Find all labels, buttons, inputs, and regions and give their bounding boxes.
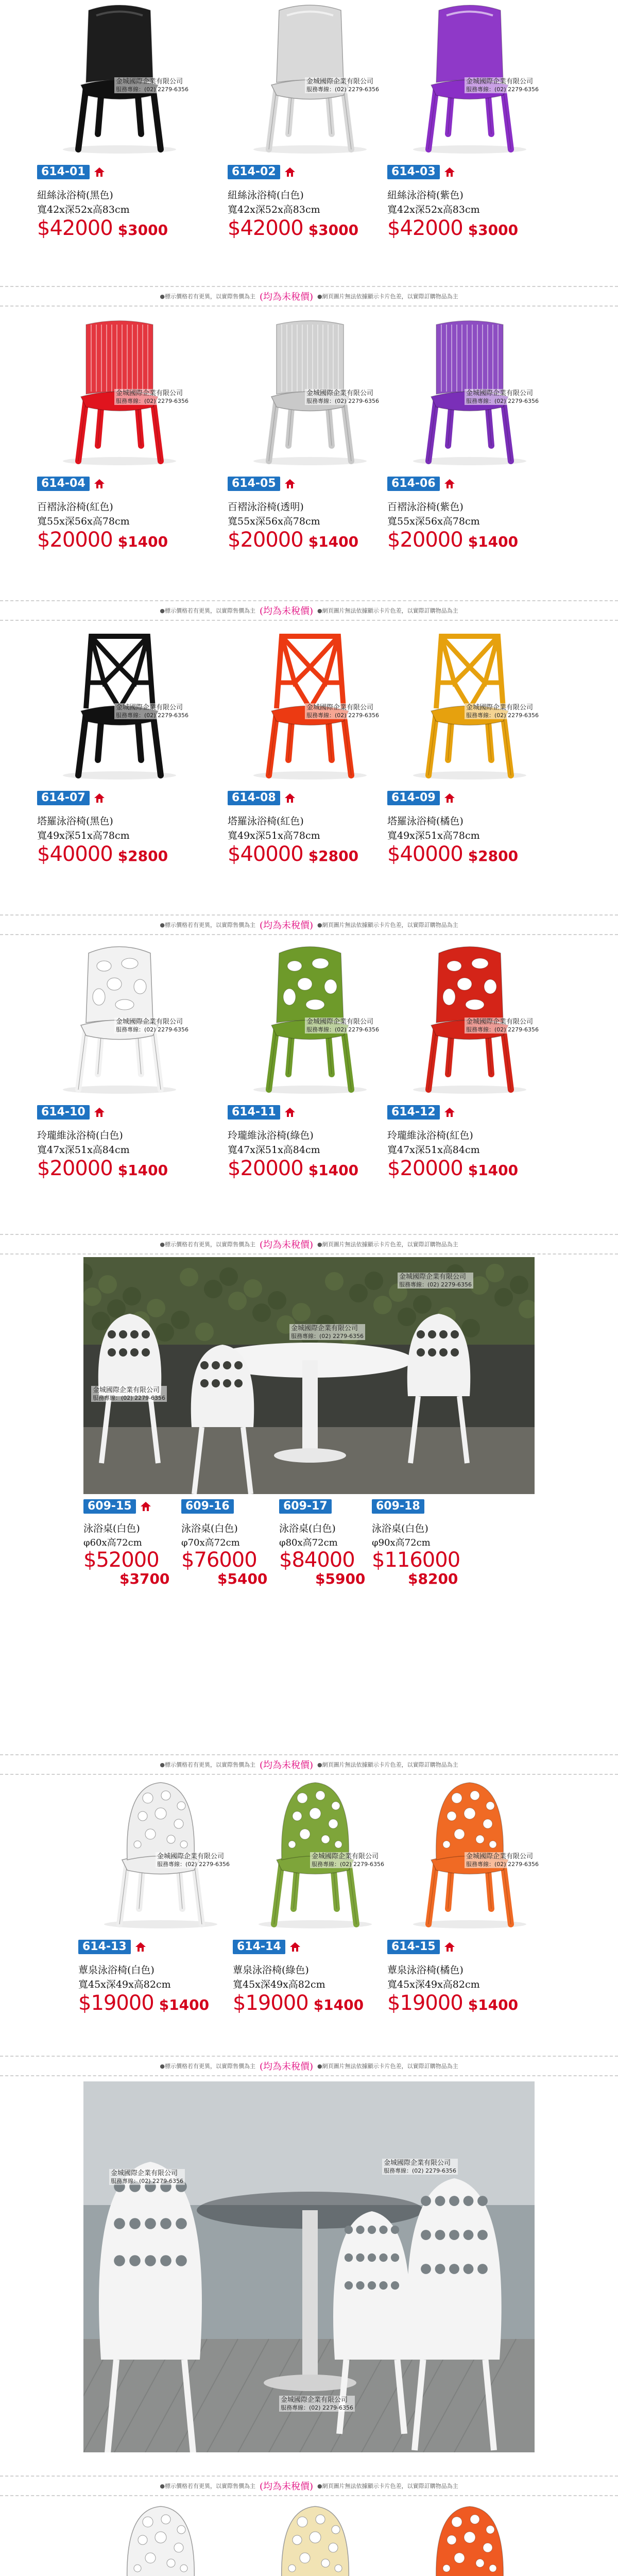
sale-price: $5900 — [315, 1570, 366, 1587]
company-stamp — [465, 703, 540, 719]
notice-divider — [0, 1754, 618, 1775]
notice-divider — [0, 600, 618, 621]
product-name: 百褶泳浴椅(紅色) — [37, 501, 113, 513]
product-size: 寬42x深52x高83cm — [37, 204, 130, 215]
home-icon — [94, 1107, 105, 1118]
product-name: 泳浴桌(白色) — [279, 1523, 336, 1534]
product-card[interactable] — [78, 2499, 243, 2576]
product-code: 614-03 — [387, 165, 440, 179]
product-code: 614-11 — [228, 1105, 280, 1120]
company-phone: 服務專線：(02) 2279-6356 — [306, 1026, 380, 1033]
product-card[interactable] — [233, 2499, 398, 2576]
product-card[interactable] — [78, 1775, 243, 2058]
code-row — [372, 1499, 424, 1514]
code-row — [279, 1499, 332, 1514]
product-name: 泳浴桌(白色) — [372, 1523, 428, 1534]
list-price: $116000 — [372, 1548, 460, 1572]
code-row — [37, 165, 105, 179]
table-product-card[interactable] — [279, 1499, 377, 1602]
code-row — [228, 791, 296, 805]
product-size: 寬49x深51x高78cm — [228, 830, 320, 841]
sale-price: $1400 — [468, 1162, 519, 1179]
company-name: 金城國際企業有限公司 — [306, 389, 374, 397]
product-name: 紐絲泳浴椅(紫色) — [387, 190, 464, 201]
company-name: 金城國際企業有限公司 — [306, 78, 374, 86]
product-code: 614-02 — [228, 165, 280, 179]
list-price: $40000 — [37, 842, 113, 866]
home-icon — [444, 792, 455, 804]
sale-price: $1400 — [308, 1162, 359, 1179]
chair-illustration — [233, 2499, 398, 2576]
home-icon — [444, 1107, 455, 1118]
sale-price: $1400 — [159, 1996, 210, 2013]
home-icon — [284, 478, 296, 489]
product-size: 寬47x深51x高84cm — [228, 1144, 320, 1156]
home-icon — [140, 1501, 151, 1512]
product-code: 614-15 — [387, 1940, 440, 1954]
company-stamp — [114, 1018, 190, 1033]
home-icon — [94, 792, 105, 804]
product-name: 泳浴桌(白色) — [83, 1523, 140, 1534]
company-phone: 服務專線：(02) 2279-6356 — [111, 2177, 184, 2184]
notice-divider — [0, 1234, 618, 1255]
company-phone: 服務專線：(02) 2279-6356 — [93, 1394, 166, 1401]
product-code: 614-04 — [37, 477, 90, 491]
product-card[interactable] — [233, 1775, 398, 2058]
product-size: 寬45x深49x高82cm — [233, 1979, 325, 1990]
company-phone: 服務專線：(02) 2279-6356 — [466, 86, 539, 93]
sale-price: $3000 — [308, 222, 359, 239]
code-row — [228, 477, 296, 491]
company-stamp — [465, 1852, 540, 1868]
product-name: 百褶泳浴椅(透明) — [228, 501, 304, 513]
product-size: 寬55x深56x高78cm — [37, 516, 130, 527]
product-name: 塔羅泳浴椅(黑色) — [37, 816, 113, 827]
company-name: 金城國際企業有限公司 — [306, 704, 374, 711]
company-stamp — [398, 1273, 473, 1289]
company-name: 金城國際企業有限公司 — [466, 1018, 534, 1026]
price-col — [279, 1550, 365, 1588]
product-size: φ90x高72cm — [372, 1537, 431, 1548]
product-size: 寬47x深51x高84cm — [387, 1144, 480, 1156]
company-phone: 服務專線：(02) 2279-6356 — [306, 86, 380, 93]
notice-left: ●標示價格若有更異，以實際售價為主 — [160, 1761, 255, 1768]
company-phone: 服務專線：(02) 2279-6356 — [466, 397, 539, 404]
chair-illustration — [78, 2499, 243, 2576]
notice-right: ●網頁圖片無法依據顯示卡片色差，以實際訂購物品為主 — [317, 607, 458, 614]
company-name: 金城國際企業有限公司 — [312, 1853, 379, 1860]
product-code: 614-07 — [37, 791, 90, 805]
product-size: 寬49x深51x高78cm — [37, 830, 130, 841]
company-stamp — [382, 2159, 458, 2175]
list-price: $19000 — [78, 1991, 154, 2015]
product-code: 614-05 — [228, 477, 280, 491]
product-name: 蕈泉泳浴椅(橘色) — [387, 1964, 464, 1976]
product-card[interactable] — [37, 0, 202, 283]
table-scene-photo[interactable] — [83, 1257, 535, 1494]
bubble-chair-scene-photo[interactable] — [83, 2081, 535, 2452]
list-price: $20000 — [387, 1157, 463, 1180]
list-price: $76000 — [181, 1548, 257, 1572]
company-stamp — [305, 77, 381, 93]
product-code: 614-14 — [233, 1940, 285, 1954]
company-phone: 服務專線：(02) 2279-6356 — [399, 1281, 472, 1288]
company-name: 金城國際企業有限公司 — [306, 1018, 374, 1026]
sale-price: $5400 — [217, 1570, 268, 1587]
tax-note: (均為未稅價) — [259, 920, 314, 931]
tax-note: (均為未稅價) — [259, 1760, 314, 1771]
price-row — [387, 1991, 518, 2015]
price-row — [387, 1157, 518, 1180]
product-name: 紐絲泳浴椅(黑色) — [37, 190, 113, 201]
price-row — [228, 528, 358, 552]
product-card[interactable] — [387, 312, 552, 595]
tax-note: (均為未稅價) — [259, 2061, 314, 2072]
code-row — [387, 1940, 455, 1954]
product-size: 寬42x深52x高83cm — [228, 204, 320, 215]
company-phone: 服務專線：(02) 2279-6356 — [312, 1860, 385, 1868]
sale-price: $1400 — [117, 1162, 168, 1179]
product-code: 609-16 — [181, 1499, 234, 1514]
company-phone: 服務專線：(02) 2279-6356 — [291, 1332, 364, 1340]
tax-note: (均為未稅價) — [259, 292, 314, 302]
company-phone: 服務專線：(02) 2279-6356 — [116, 397, 189, 404]
home-icon — [284, 1107, 296, 1118]
company-phone: 服務專線：(02) 2279-6356 — [157, 1860, 230, 1868]
table-product-card[interactable] — [372, 1499, 470, 1602]
price-col — [372, 1550, 460, 1588]
code-row — [387, 165, 455, 179]
company-name: 金城國際企業有限公司 — [281, 2396, 348, 2404]
sale-price: $2800 — [117, 848, 168, 865]
list-price: $20000 — [37, 528, 113, 552]
sale-price: $1400 — [468, 533, 519, 550]
code-row — [387, 477, 455, 491]
home-icon — [289, 1941, 301, 1953]
sale-price: $2800 — [468, 848, 519, 865]
list-price: $20000 — [387, 528, 463, 552]
company-stamp — [114, 77, 190, 93]
code-row — [37, 1105, 105, 1120]
product-image[interactable] — [233, 2499, 398, 2576]
sale-price: $2800 — [308, 848, 359, 865]
home-icon — [284, 166, 296, 178]
list-price: $42000 — [387, 216, 463, 240]
company-stamp — [305, 703, 381, 719]
notice-left: ●標示價格若有更異，以實際售價為主 — [160, 2063, 255, 2070]
notice-right: ●網頁圖片無法依據顯示卡片色差，以實際訂購物品為主 — [317, 2063, 458, 2070]
company-phone: 服務專線：(02) 2279-6356 — [116, 86, 189, 93]
product-code: 609-15 — [83, 1499, 136, 1514]
notice-right: ●網頁圖片無法依據顯示卡片色差，以實際訂購物品為主 — [317, 2483, 458, 2489]
notice-left: ●標示價格若有更異，以實際售價為主 — [160, 2483, 255, 2489]
product-size: φ80x高72cm — [279, 1537, 338, 1548]
company-stamp — [91, 1386, 167, 1402]
notice-right: ●網頁圖片無法依據顯示卡片色差，以實際訂購物品為主 — [317, 922, 458, 928]
company-stamp — [109, 2169, 185, 2185]
price-row — [37, 842, 168, 866]
price-row — [228, 1157, 358, 1180]
company-name: 金城國際企業有限公司 — [111, 2170, 178, 2177]
notice-left: ●標示價格若有更異，以實際售價為主 — [160, 607, 255, 614]
product-card[interactable] — [228, 626, 392, 909]
product-code: 609-17 — [279, 1499, 332, 1514]
price-row — [228, 216, 358, 240]
home-icon — [94, 478, 105, 489]
notice-left: ●標示價格若有更異，以實際售價為主 — [160, 922, 255, 928]
product-card[interactable] — [228, 940, 392, 1224]
sale-price: $1400 — [117, 533, 168, 550]
company-stamp — [310, 1852, 386, 1868]
company-phone: 服務專線：(02) 2279-6356 — [466, 1860, 539, 1868]
price-col — [83, 1550, 169, 1588]
notice-divider — [0, 2056, 618, 2076]
product-image[interactable] — [78, 2499, 243, 2576]
product-name: 塔羅泳浴椅(橘色) — [387, 816, 464, 827]
tax-note: (均為未稅價) — [259, 606, 314, 617]
notice-right: ●網頁圖片無法依據顯示卡片色差，以實際訂購物品為主 — [317, 1241, 458, 1248]
list-price: $40000 — [228, 842, 303, 866]
product-name: 蕈泉泳浴椅(綠色) — [233, 1964, 309, 1976]
code-row — [387, 1105, 455, 1120]
price-row — [78, 1991, 209, 2015]
product-size: 寬55x深56x高78cm — [228, 516, 320, 527]
notice-divider — [0, 2476, 618, 2496]
notice-divider — [0, 286, 618, 307]
product-size: 寬45x深49x高82cm — [387, 1979, 480, 1990]
product-card[interactable] — [228, 0, 392, 283]
product-size: φ60x高72cm — [83, 1537, 142, 1548]
company-phone: 服務專線：(02) 2279-6356 — [116, 1026, 189, 1033]
product-name: 百褶泳浴椅(紫色) — [387, 501, 464, 513]
product-code: 614-01 — [37, 165, 90, 179]
product-card[interactable] — [387, 2499, 552, 2576]
list-price: $42000 — [37, 216, 113, 240]
product-code: 614-08 — [228, 791, 280, 805]
product-size: 寬49x深51x高78cm — [387, 830, 480, 841]
company-stamp — [289, 1324, 365, 1340]
company-name: 金城國際企業有限公司 — [466, 389, 534, 397]
price-col — [181, 1550, 267, 1588]
product-code: 614-10 — [37, 1105, 90, 1120]
list-price: $19000 — [387, 1991, 463, 2015]
product-card[interactable] — [37, 940, 202, 1224]
product-code: 614-06 — [387, 477, 440, 491]
list-price: $20000 — [228, 1157, 303, 1180]
code-row — [233, 1940, 301, 1954]
company-name: 金城國際企業有限公司 — [466, 78, 534, 86]
product-name: 玲瓏維泳浴椅(紅色) — [387, 1130, 473, 1141]
product-name: 玲瓏維泳浴椅(白色) — [37, 1130, 123, 1141]
company-name: 金城國際企業有限公司 — [116, 389, 183, 397]
product-size: φ70x高72cm — [181, 1537, 240, 1548]
notice-right: ●網頁圖片無法依據顯示卡片色差，以實際訂購物品為主 — [317, 1761, 458, 1768]
code-row — [37, 791, 105, 805]
table-product-card[interactable] — [181, 1499, 279, 1602]
product-card[interactable] — [228, 312, 392, 595]
tax-note: (均為未稅價) — [259, 1240, 314, 1250]
list-price: $40000 — [387, 842, 463, 866]
company-name: 金城國際企業有限公司 — [466, 704, 534, 711]
home-icon — [444, 478, 455, 489]
price-row — [37, 528, 168, 552]
product-size: 寬47x深51x高84cm — [37, 1144, 130, 1156]
price-row — [233, 1991, 364, 2015]
tax-note: (均為未稅價) — [259, 2481, 314, 2492]
price-row — [37, 216, 168, 240]
company-name: 金城國際企業有限公司 — [291, 1325, 358, 1332]
home-icon — [94, 166, 105, 178]
company-stamp — [465, 389, 540, 405]
home-icon — [135, 1941, 146, 1953]
price-row — [228, 842, 358, 866]
company-stamp — [305, 389, 381, 405]
chair-illustration — [387, 2499, 552, 2576]
sale-price: $3000 — [117, 222, 168, 239]
home-icon — [444, 1941, 455, 1953]
product-size: 寬55x深56x高78cm — [387, 516, 480, 527]
product-card[interactable] — [387, 626, 552, 909]
notice-left: ●標示價格若有更異，以實際售價為主 — [160, 293, 255, 300]
product-size: 寬42x深52x高83cm — [387, 204, 480, 215]
home-icon — [284, 792, 296, 804]
company-phone: 服務專線：(02) 2279-6356 — [281, 2404, 354, 2411]
company-stamp — [156, 1852, 231, 1868]
company-stamp — [305, 1018, 381, 1033]
notice-divider — [0, 914, 618, 935]
sale-price: $3000 — [468, 222, 519, 239]
product-card[interactable] — [37, 312, 202, 595]
sale-price: $3700 — [119, 1570, 170, 1587]
code-row — [78, 1940, 146, 1954]
code-row — [83, 1499, 151, 1514]
scene-illustration — [83, 1257, 535, 1494]
list-price: $20000 — [228, 528, 303, 552]
company-stamp — [465, 1018, 540, 1033]
company-stamp — [465, 77, 540, 93]
product-code: 614-12 — [387, 1105, 440, 1120]
sale-price: $1400 — [308, 533, 359, 550]
company-name: 金城國際企業有限公司 — [399, 1273, 467, 1281]
sale-price: $8200 — [408, 1570, 458, 1587]
code-row — [37, 477, 105, 491]
product-code: 614-13 — [78, 1940, 131, 1954]
product-card[interactable] — [37, 626, 202, 909]
list-price: $20000 — [37, 1157, 113, 1180]
product-name: 玲瓏維泳浴椅(綠色) — [228, 1130, 314, 1141]
product-size: 寬45x深49x高82cm — [78, 1979, 171, 1990]
company-name: 金城國際企業有限公司 — [93, 1386, 160, 1394]
company-stamp — [114, 389, 190, 405]
sale-price: $1400 — [313, 1996, 364, 2013]
product-code: 614-09 — [387, 791, 440, 805]
product-name: 紐絲泳浴椅(白色) — [228, 190, 304, 201]
product-card[interactable] — [387, 1775, 552, 2058]
company-phone: 服務專線：(02) 2279-6356 — [466, 711, 539, 719]
price-row — [37, 1157, 168, 1180]
product-card[interactable] — [387, 0, 552, 283]
notice-left: ●標示價格若有更異，以實際售價為主 — [160, 1241, 255, 1248]
product-code: 609-18 — [372, 1499, 424, 1514]
sale-price: $1400 — [468, 1996, 519, 2013]
company-name: 金城國際企業有限公司 — [116, 78, 183, 86]
product-name: 蕈泉泳浴椅(白色) — [78, 1964, 154, 1976]
price-row — [387, 528, 518, 552]
price-row — [387, 842, 518, 866]
notice-right: ●網頁圖片無法依據顯示卡片色差，以實際訂購物品為主 — [317, 293, 458, 300]
company-name: 金城國際企業有限公司 — [466, 1853, 534, 1860]
list-price: $52000 — [83, 1548, 159, 1572]
list-price: $19000 — [233, 1991, 308, 2015]
company-name: 金城國際企業有限公司 — [116, 704, 183, 711]
code-row — [181, 1499, 234, 1514]
company-phone: 服務專線：(02) 2279-6356 — [116, 711, 189, 719]
company-name: 金城國際企業有限公司 — [116, 1018, 183, 1026]
company-name: 金城國際企業有限公司 — [157, 1853, 225, 1860]
code-row — [228, 1105, 296, 1120]
list-price: $84000 — [279, 1548, 355, 1572]
home-icon — [444, 166, 455, 178]
company-name: 金城國際企業有限公司 — [384, 2159, 451, 2167]
price-row — [387, 216, 518, 240]
company-phone: 服務專線：(02) 2279-6356 — [306, 397, 380, 404]
product-name: 泳浴桌(白色) — [181, 1523, 238, 1534]
product-image[interactable] — [387, 2499, 552, 2576]
product-name: 塔羅泳浴椅(紅色) — [228, 816, 304, 827]
company-stamp — [279, 2396, 355, 2412]
product-card[interactable] — [387, 940, 552, 1224]
table-product-card[interactable] — [83, 1499, 181, 1602]
company-phone: 服務專線：(02) 2279-6356 — [466, 1026, 539, 1033]
code-row — [387, 791, 455, 805]
code-row — [228, 165, 296, 179]
company-phone: 服務專線：(02) 2279-6356 — [384, 2167, 457, 2174]
company-stamp — [114, 703, 190, 719]
list-price: $42000 — [228, 216, 303, 240]
company-phone: 服務專線：(02) 2279-6356 — [306, 711, 380, 719]
